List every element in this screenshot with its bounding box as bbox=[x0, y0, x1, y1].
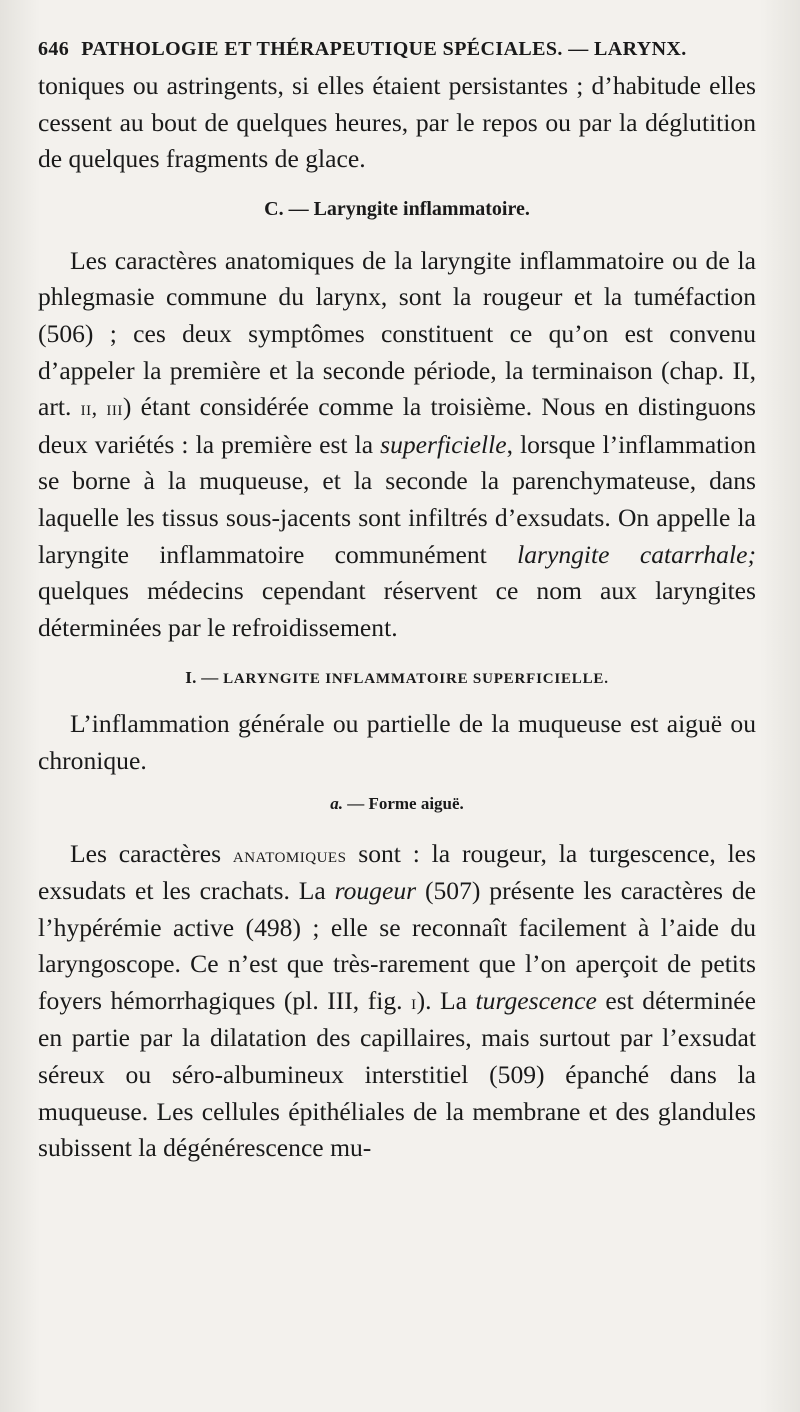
roman-numerals: ii, iii bbox=[80, 395, 123, 421]
italic-term-superficielle: superficielle bbox=[380, 429, 507, 459]
paragraph-acute-form bbox=[38, 836, 756, 1167]
paragraph-inflammation: L’inflammation générale ou partielle de la muqueuse est aiguë ou chronique. bbox=[38, 709, 756, 775]
text-run: ) étant considérée comme la troisième. Nous en distinguons deux variétés : la première est la bbox=[38, 392, 756, 459]
page-number: 646 bbox=[38, 38, 70, 60]
text-run: ). La bbox=[416, 985, 476, 1015]
text-run: quelques médecins cependant réservent ce nom aux laryngites déterminées par le refroidissement. bbox=[38, 576, 756, 642]
italic-term-turgescence: turgescence bbox=[475, 985, 597, 1015]
subsection-form: — Forme aiguë. bbox=[342, 793, 464, 813]
paragraph-continuation: toniques ou astringents, si elles étaient persistantes ; d’habitude elles cessent au bout de quelques heures, par le repos ou par la déglutition de quelques fragments de glace. bbox=[38, 71, 756, 174]
section-heading-c: C. — Laryngite inflammatoire. bbox=[264, 197, 530, 220]
subsection-heading-i bbox=[38, 668, 756, 688]
subsection-heading-a bbox=[38, 794, 756, 814]
text-run: , lorsque l’inflammation se borne à la muqueuse, et la seconde la parenchymateuse, dans laquelle les tissus sous-jacents sont infiltrés d’exsudats. On appelle la laryngite inflammatoire communément bbox=[38, 429, 756, 569]
subsection-letter: a. bbox=[330, 793, 343, 813]
subsection-title: LARYNGITE INFLAMMATOIRE SUPERFICIELLE. bbox=[223, 671, 609, 688]
running-title: PATHOLOGIE ET THÉRAPEUTIQUE SPÉCIALES. — LARYNX. bbox=[81, 38, 687, 60]
small-caps-anatomiques: anatomiques bbox=[232, 841, 347, 867]
text-run: est déterminée en partie par la dilatation des capillaires, mais surtout par l’exsudat séreux ou séro-albumineux interstitiel (509) épanché dans la muqueuse. Les cellules épithéliales de la membrane et des glandules subissent la dégénérescence mu- bbox=[38, 985, 756, 1163]
paragraph-anatomic-characters bbox=[38, 243, 756, 647]
text-run: sont : la rougeur, la turgescence, les exsudats et les crachats. La bbox=[38, 838, 756, 906]
text-run: (507) présente les caractères de l’hypérémie active (498) ; elle se reconnaît facilement à l’aide du laryngoscope. Ce n’est que très-rarement que l’on aperçoit de petits foyers hémorrhagiques (pl. III, fig. bbox=[38, 876, 756, 1015]
subsection-number: I. — bbox=[185, 668, 224, 688]
running-header bbox=[38, 34, 756, 64]
text-run: Les caractères anatomiques de la laryngite inflammatoire ou de la phlegmasie commune du larynx, sont la rougeur et la tuméfaction (506) ; ces deux symptômes constituent ce qu’on est convenu d’appeler la première et la seconde période, la terminaison (chap. II, art. bbox=[38, 245, 756, 422]
text-run: Les caractères bbox=[70, 838, 233, 868]
roman-numeral: i bbox=[411, 988, 417, 1014]
italic-term-laryngite-catarrhale: laryngite catarrhale; bbox=[517, 539, 756, 569]
italic-term-rougeur: rougeur bbox=[334, 876, 417, 906]
